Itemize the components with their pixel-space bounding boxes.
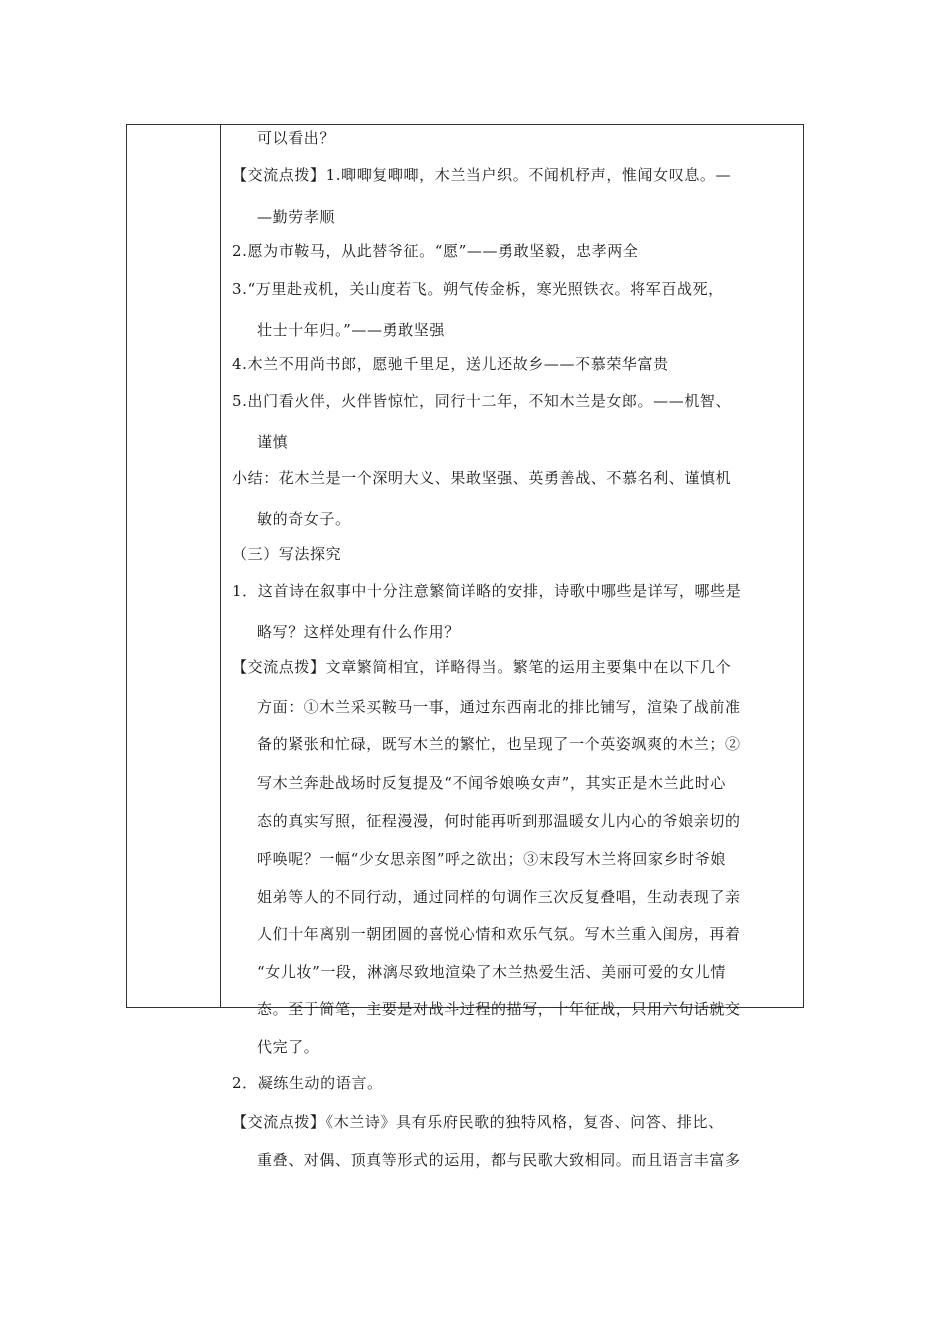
text-line: 4.木兰不用尚书郎，愿驰千里足，送儿还故乡——不慕荣华富贵	[232, 355, 669, 373]
lesson-table	[126, 124, 804, 1169]
text-line: 略写？这样处理有什么作用？	[257, 623, 460, 641]
text-line: 可以看出？	[257, 129, 336, 147]
text-line: 写木兰奔赴战场时反复提及“不闻爷娘唤女声”，其实正是木兰此时心	[257, 774, 726, 792]
text-line: 态。至于简笔，主要是对战斗过程的描写，十年征战，只用六句话就交	[257, 1000, 741, 1018]
text-line: 1．这首诗在叙事中十分注意繁简详略的安排，诗歌中哪些是详写，哪些是	[232, 582, 742, 600]
table-left-column	[127, 125, 221, 1007]
text-line: 呼唤呢？一幅“少女思亲图”呼之欲出；③末段写木兰将回家乡时爷娘	[257, 850, 726, 868]
text-line: 备的紧张和忙碌，既写木兰的繁忙，也呈现了一个英姿飒爽的木兰；②	[257, 735, 741, 753]
table-content-cell	[222, 125, 803, 1169]
text-line: 代完了。	[257, 1038, 320, 1056]
text-line: “女儿妆”一段，淋漓尽致地渲染了木兰热爱生活、美丽可爱的女儿情	[257, 963, 726, 981]
text-line: 敏的奇女子。	[257, 510, 351, 528]
text-line: —勤劳孝顺	[257, 208, 336, 226]
section-heading: （三）写法探究	[232, 545, 342, 563]
text-line: 重叠、对偶、顶真等形式的运用，都与民歌大致相同。而且语言丰富多	[257, 1151, 741, 1169]
text-line: 谨慎	[257, 433, 289, 451]
text-line: 方面：①木兰采买鞍马一事，通过东西南北的排比铺写，渲染了战前准	[257, 698, 741, 716]
text-line: 【交流点拨】《木兰诗》具有乐府民歌的独特风格，复沓、问答、排比、	[232, 1113, 724, 1131]
text-line: 人们十年离别一朝团圆的喜悦心情和欢乐气氛。写木兰重入闺房，再着	[257, 925, 741, 943]
text-line: 壮士十年归。”——勇敢坚强	[257, 321, 445, 339]
text-line: 【交流点拨】文章繁简相宜，详略得当。繁笔的运用主要集中在以下几个	[232, 658, 732, 676]
text-line: 【交流点拨】1.唧唧复唧唧，木兰当户织。不闻机杼声，惟闻女叹息。—	[232, 166, 732, 184]
text-line: 态的真实写照，征程漫漫，何时能再听到那温暖女儿内心的爷娘亲切的	[257, 812, 741, 830]
text-line: 姐弟等人的不同行动，通过同样的句调作三次反复叠唱，生动表现了亲	[257, 888, 741, 906]
text-line: 小结：花木兰是一个深明大义、果敢坚强、英勇善战、不慕名利、谨慎机	[232, 469, 732, 487]
text-line: 5.出门看火伴，火伴皆惊忙，同行十二年，不知木兰是女郎。——机智、	[232, 392, 732, 410]
text-line: 3.“万里赴戎机，关山度若飞。朔气传金柝，寒光照铁衣。将军百战死，	[232, 280, 724, 298]
text-line: 2.愿为市鞍马，从此替爷征。“愿”——勇敢坚毅，忠孝两全	[232, 242, 639, 260]
text-line: 2．凝练生动的语言。	[232, 1074, 383, 1092]
